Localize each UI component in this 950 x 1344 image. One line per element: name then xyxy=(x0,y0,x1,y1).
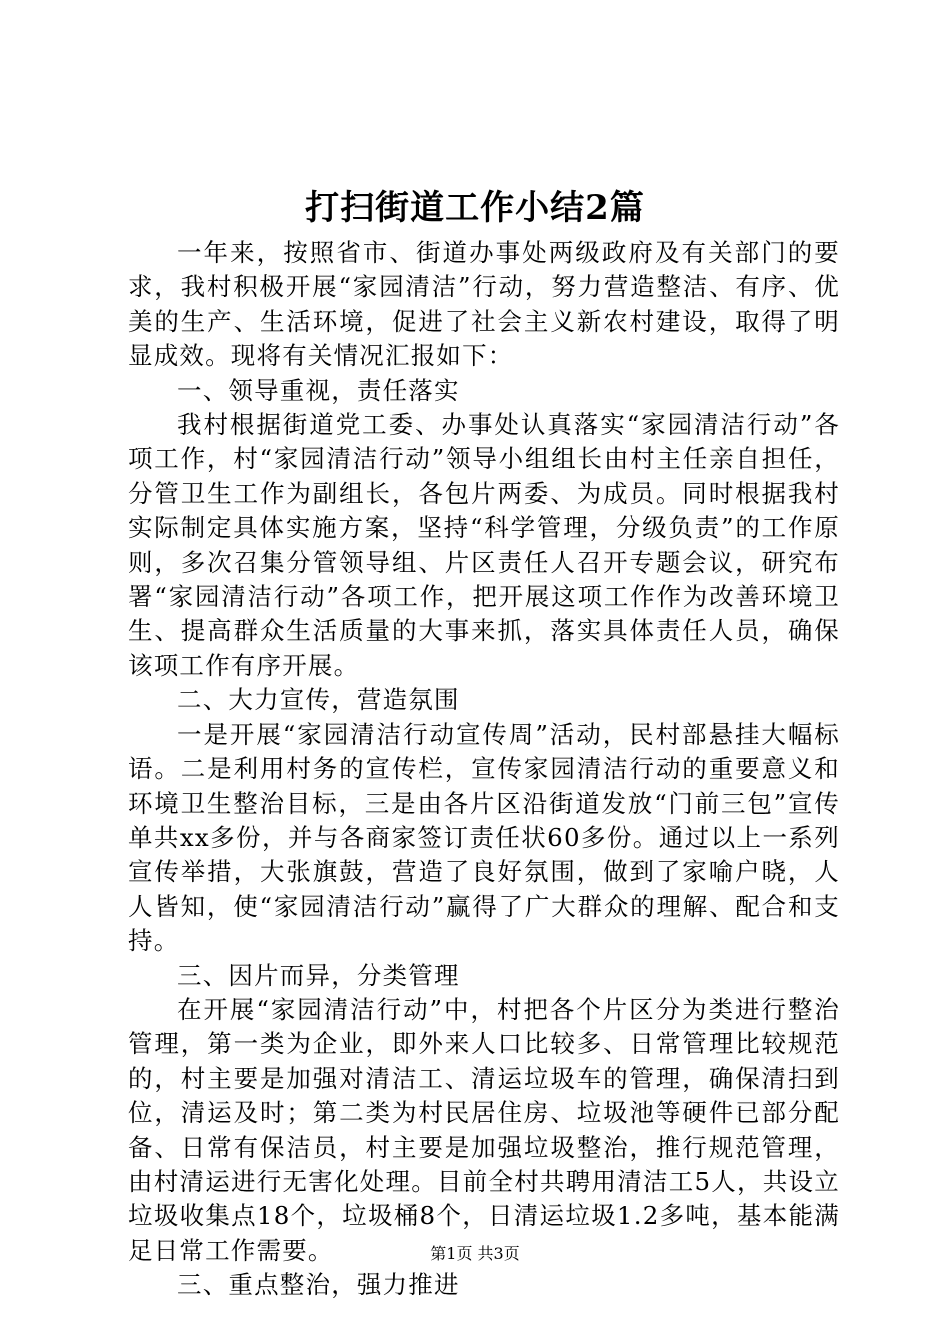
section-heading-1: 一、领导重视，责任落实 xyxy=(177,375,460,405)
document-body xyxy=(128,236,840,1303)
section-heading-4: 三、重点整治，强力推进 xyxy=(177,1270,460,1300)
section-paragraph-3: 在开展“家园清洁行动”中，村把各个片区分为类进行整治管理，第一类为企业，即外来人口比较多、日常管理比较规范的，村主要是加强对清洁工、清运垃圾车的管理，确保清扫到位，清运及时；第二类为村民居住房、垃圾池等硬件已部分配备、日常有保洁员，村主要是加强垃圾整治，推行规范管理，由村清运进行无害化处理。目前全村共聘用清洁工5人，共设立垃圾收集点18个，垃圾桶8个，日清运垃圾1.2多吨，基本能满足日常工作需要。 xyxy=(128,994,840,1265)
section-paragraph-2: 一是开展“家园清洁行动宣传周”活动，民村部悬挂大幅标语。二是利用村务的宣传栏，宣传家园清洁行动的重要意义和环境卫生整治目标，三是由各片区沿街道发放“门前三包”宣传单共xx多份，并与各商家签订责任状60多份。通过以上一系列宣传举措，大张旗鼓，营造了良好氛围，做到了家喻户晓，人人皆知，使“家园清洁行动”赢得了广大群众的理解、配合和支持。 xyxy=(128,719,840,956)
document-title: 打扫街道工作小结2篇 xyxy=(305,188,645,228)
page-footer: 第1页 共3页 xyxy=(430,1244,520,1263)
section-paragraph-1: 我村根据街道党工委、办事处认真落实“家园清洁行动”各项工作，村“家园清洁行动”领导小组组长由村主任亲自担任，分管卫生工作为副组长，各包片两委、为成员。同时根据我村实际制定具体实施方案，坚持“科学管理，分级负责”的工作原则，多次召集分管领导组、片区责任人召开专题会议，研究布署“家园清洁行动”各项工作，把开展这项工作作为改善环境卫生、提高群众生活质量的大事来抓，落实具体责任人员，确保该项工作有序开展。 xyxy=(128,410,840,680)
section-heading-3: 三、因片而异，分类管理 xyxy=(177,960,460,990)
section-heading-2: 二、大力宣传，营造氛围 xyxy=(177,685,460,715)
intro-paragraph: 一年来，按照省市、街道办事处两级政府及有关部门的要求，我村积极开展“家园清洁”行动，努力营造整洁、有序、优美的生产、生活环境，促进了社会主义新农村建设，取得了明显成效。现将有关情况汇报如下： xyxy=(128,238,840,371)
